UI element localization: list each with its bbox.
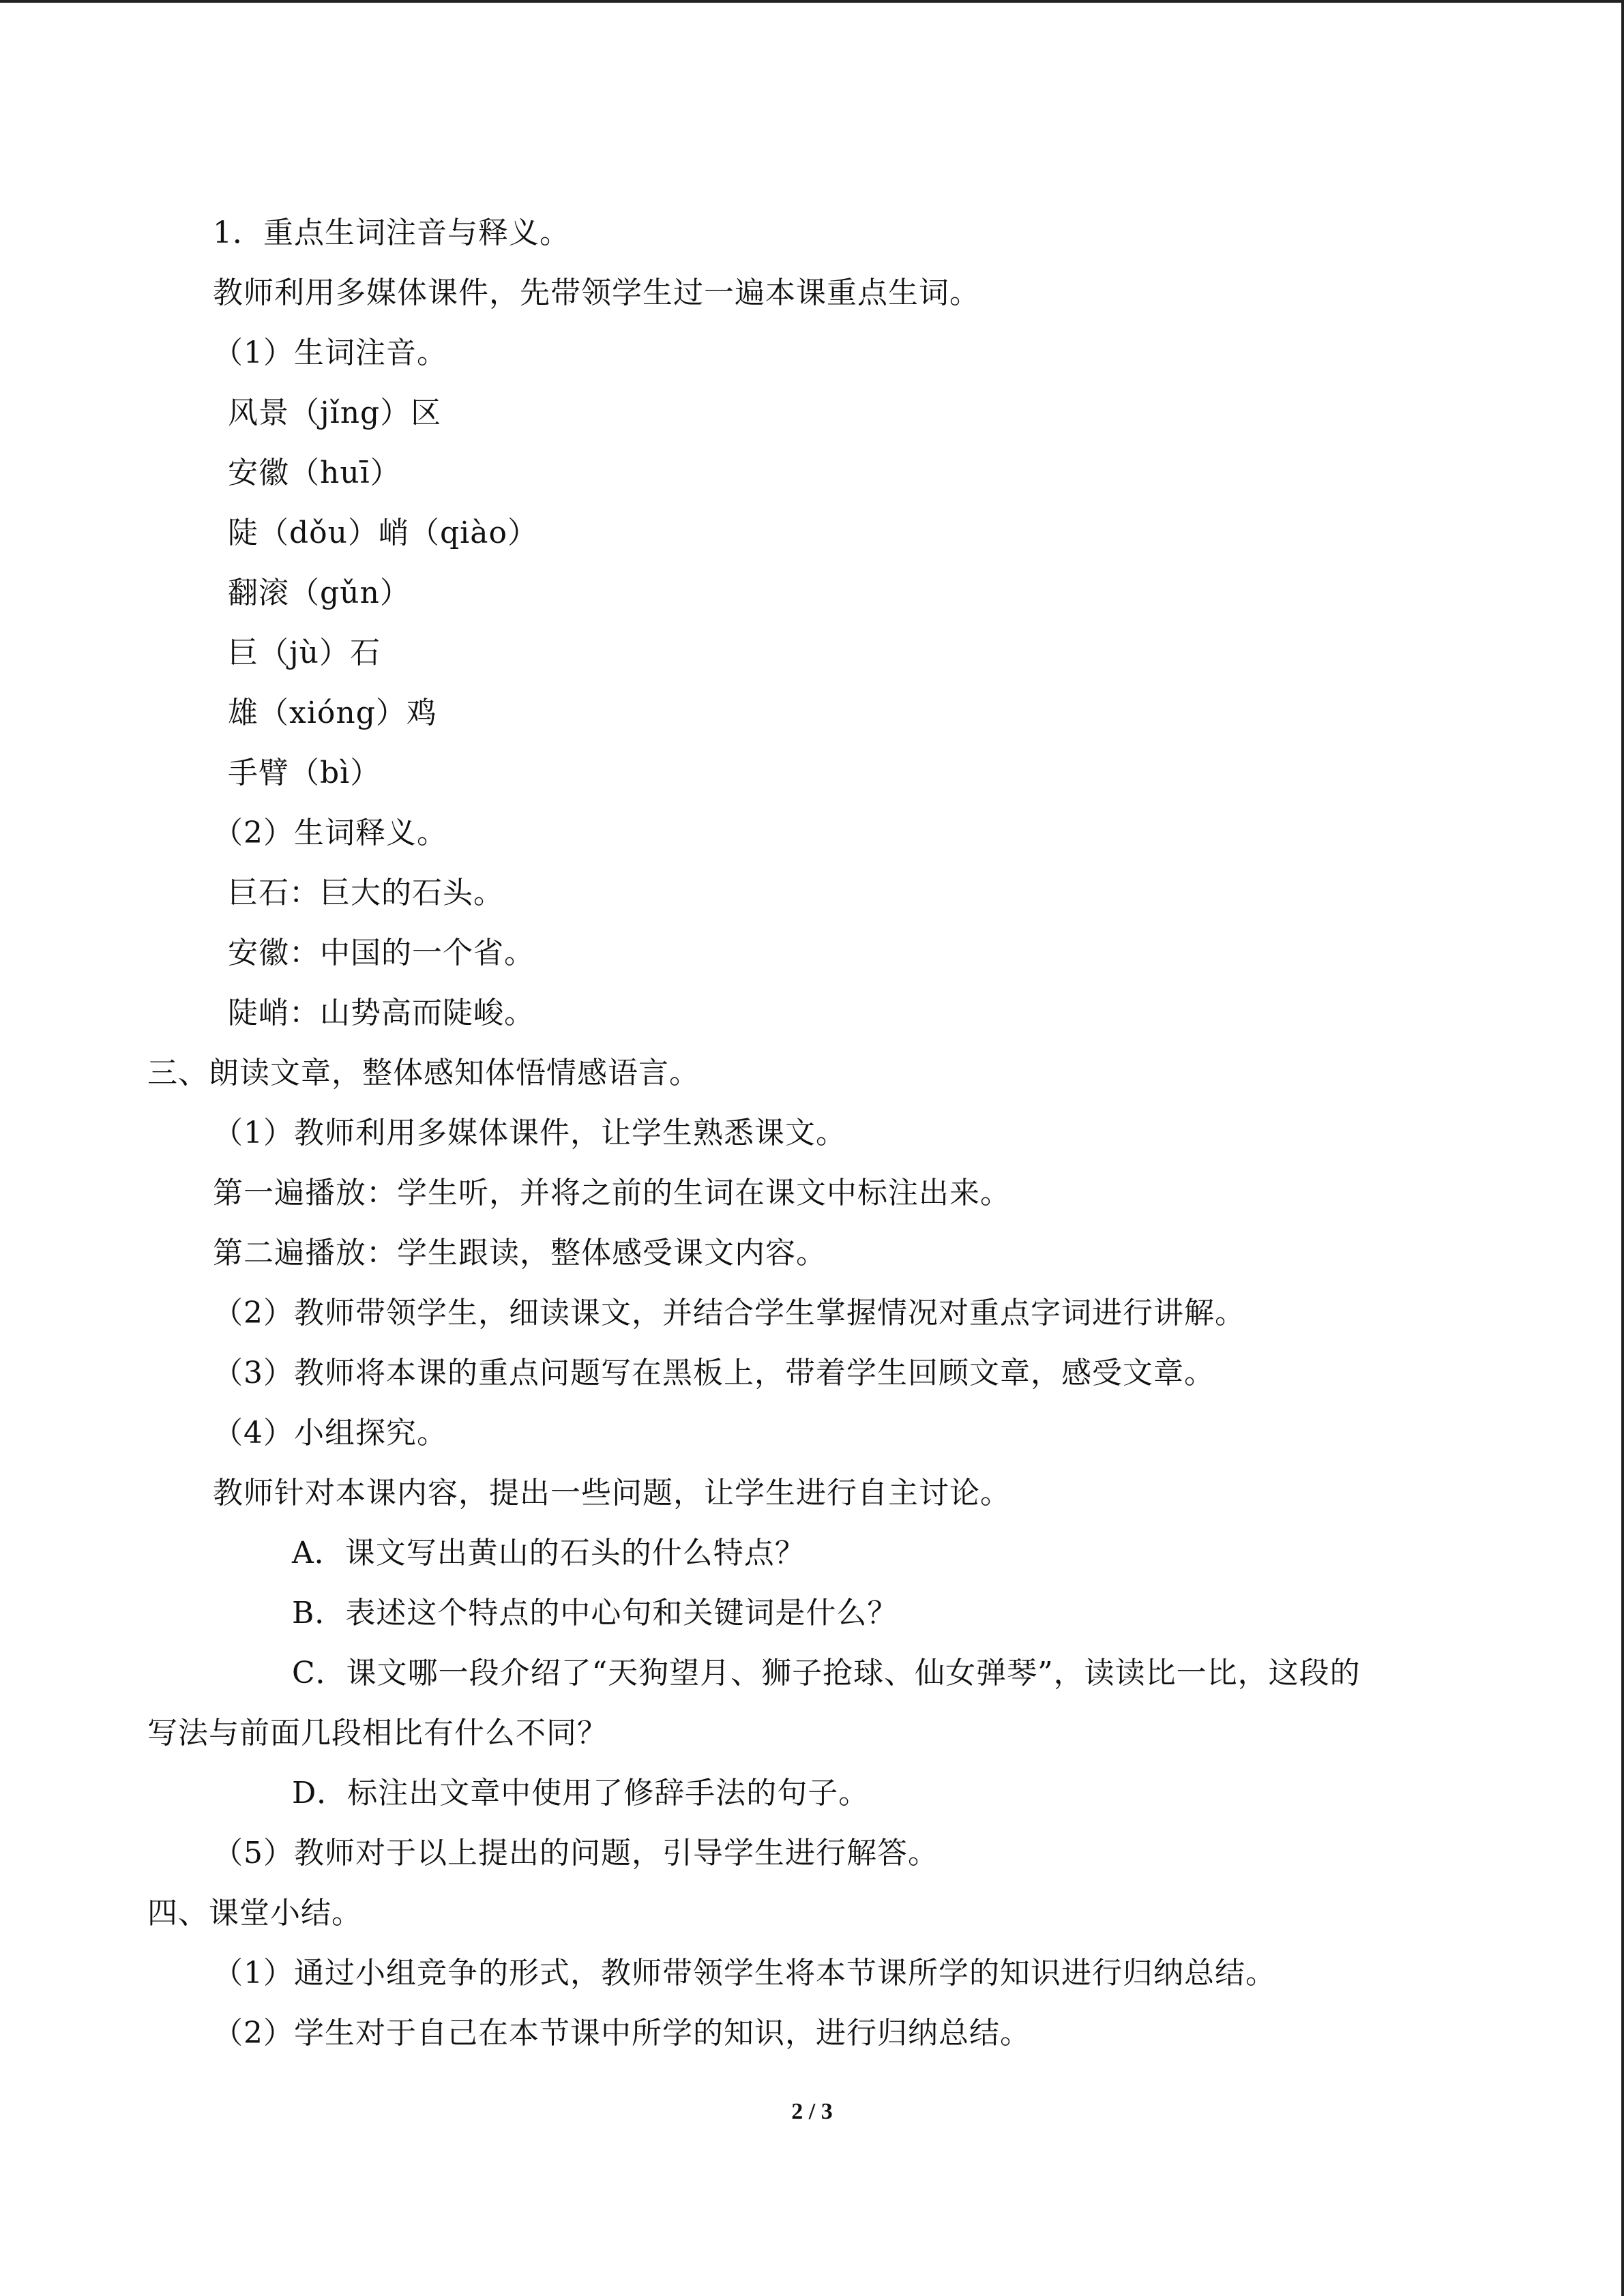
paragraph-line: 风景（jǐng）区 [228,396,442,430]
paragraph-line: 安徽（huī） [228,456,401,490]
paragraph-line: 第二遍播放：学生跟读，整体感受课文内容。 [213,1236,827,1270]
question-item-continued: 写法与前面几段相比有什么不同？ [147,1716,608,1750]
page-border-top [0,0,1624,3]
paragraph-line: （5）教师对于以上提出的问题，引导学生进行解答。 [213,1836,939,1870]
paragraph-line: 教师针对本课内容，提出一些问题，让学生进行自主讨论。 [213,1476,1011,1510]
paragraph-line: 手臂（bì） [228,756,381,790]
question-item: D．标注出文章中使用了修辞手法的句子。 [292,1776,870,1810]
paragraph-line: 雄（xióng）鸡 [228,696,437,730]
question-item: C．课文哪一段介绍了“天狗望月、狮子抢球、仙女弹琴”，读读比一比，这段的 [292,1656,1361,1690]
paragraph-line: （2）学生对于自己在本节课中所学的知识，进行归纳总结。 [213,2016,1031,2051]
paragraph-line: 巨（jù）石 [228,636,381,670]
paragraph-line: 第一遍播放：学生听，并将之前的生词在课文中标注出来。 [213,1176,1011,1210]
paragraph-line: （1）生词注音。 [213,336,447,370]
paragraph-line: 教师利用多媒体课件，先带领学生过一遍本课重点生词。 [213,275,980,310]
page-number: 2 / 3 [791,2099,833,2124]
section-heading: 四、课堂小结。 [147,1896,362,1930]
paragraph-line: （1）通过小组竞争的形式，教师带领学生将本节课所学的知识进行归纳总结。 [213,1956,1276,1991]
paragraph-line: 巨石：巨大的石头。 [228,876,504,910]
paragraph-line: 1．重点生词注音与释义。 [213,215,570,250]
paragraph-line: 安徽：中国的一个省。 [228,936,535,970]
paragraph-line: 陡（dǒu）峭（qiào） [228,516,538,550]
question-item: B．表述这个特点的中心句和关键词是什么？ [292,1596,898,1630]
paragraph-line: （1）教师利用多媒体课件，让学生熟悉课文。 [213,1116,846,1150]
paragraph-line: （3）教师将本课的重点问题写在黑板上，带着学生回顾文章，感受文章。 [213,1356,1215,1390]
section-heading: 三、朗读文章，整体感知体悟情感语言。 [147,1056,700,1090]
paragraph-line: （2）教师带领学生，细读课文，并结合学生掌握情况对重点字词进行讲解。 [213,1296,1245,1330]
paragraph-line: （2）生词释义。 [213,816,447,850]
paragraph-line: （4）小组探究。 [213,1416,447,1450]
page-border-right [1621,0,1624,2296]
question-item: A．课文写出黄山的石头的什么特点？ [292,1536,806,1570]
paragraph-line: 陡峭：山势高而陡峻。 [228,996,535,1030]
paragraph-line: 翻滚（gǔn） [228,576,411,610]
